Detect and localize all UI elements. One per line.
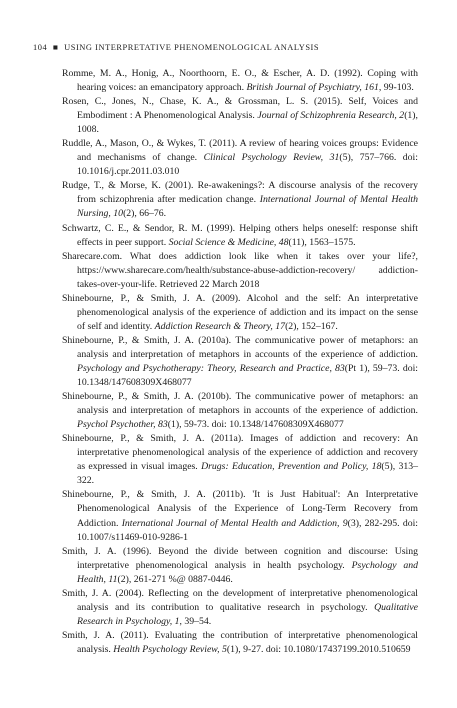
reference-tail: , 39–54. bbox=[179, 615, 212, 627]
reference-tail: (3), 282-295. doi: 10.1007/s11469-010-9286-1 bbox=[77, 517, 418, 543]
reference-text: Smith, J. A. (2004). Reflecting on the development of interpretative phenomenological analysis and its contribution to qualitative research in psychology. bbox=[62, 587, 418, 613]
reference-list bbox=[62, 67, 418, 657]
reference-text: Shinebourne, P., & Smith, J. A. (2011b). 'It is Just Habitual': An Interpretative Phenomenological Analysis of the Experience of Long-Term Recovery from Addiction. bbox=[62, 489, 418, 529]
reference-text: Romme, M. A., Honig, A., Noorthoorn, E. O., & Escher, A. D. (1992). Coping with hearing voices: an emancipatory approach. bbox=[62, 68, 418, 94]
reference-tail: (5), 757–766. doi: 10.1016/j.cpr.2011.03.010 bbox=[77, 152, 418, 178]
reference-entry bbox=[62, 488, 418, 544]
reference-tail: (1), 59-73. doi: 10.1348/147608309X468077 bbox=[167, 419, 344, 431]
reference-source-italic: Psychology and Health, 11 bbox=[77, 559, 418, 585]
reference-text: Shinebourne, P., & Smith, J. A. (2011a). Images of addiction and recovery: An interpretative phenomenological analysis of the experience of addiction and recovery as expressed in visual images. bbox=[62, 433, 418, 473]
reference-text: Rosen, C., Jones, N., Chase, K. A., & Grossman, L. S. (2015). Self, Voices and Embodiment : A Phenomenological Analysis. bbox=[62, 96, 418, 122]
reference-tail: (5), 313–322. bbox=[77, 461, 418, 487]
reference-entry bbox=[62, 390, 418, 432]
reference-entry bbox=[62, 545, 418, 587]
reference-entry bbox=[62, 334, 418, 390]
page-number: 104 bbox=[33, 43, 48, 52]
reference-source-italic: Qualitative Research in Psychology, 1 bbox=[77, 601, 418, 627]
reference-tail: (2), 152–167. bbox=[285, 320, 338, 332]
reference-entry bbox=[62, 179, 418, 221]
reference-text: Shinebourne, P., & Smith, J. A. (2009). Alcohol and the self: An interpretative phenomenological analysis of the experience of addiction and its impact on the sense of self and identity. bbox=[62, 292, 418, 332]
reference-tail: (2), 261-271 %@ 0887-0446. bbox=[117, 573, 233, 585]
reference-source-italic: Psychology and Psychotherapy: Theory, Research and Practice, 83 bbox=[77, 362, 345, 374]
reference-entry bbox=[62, 137, 418, 179]
reference-text: Schwartz, C. E., & Sendor, R. M. (1999). Helping others helps oneself: response shift effects in peer support. bbox=[62, 222, 418, 248]
reference-text: Ruddle, A., Mason, O., & Wykes, T. (2011). A review of hearing voices groups: Evidence and mechanisms of change. bbox=[62, 138, 418, 164]
reference-text: Shinebourne, P., & Smith, J. A. (2010b). The communicative power of metaphors: an analysis and interpretation of metaphors in accounts of the experience of addiction. bbox=[62, 391, 418, 417]
reference-entry bbox=[62, 292, 418, 334]
reference-tail: (Pt 1), 59–73. doi: 10.1348/147608309X468077 bbox=[77, 362, 418, 389]
reference-entry bbox=[62, 432, 418, 488]
reference-entry bbox=[62, 222, 418, 250]
book-title: USING INTERPRETATIVE PHENOMENOLOGICAL ANALYSIS bbox=[64, 43, 320, 52]
reference-source-italic: Health Psychology Review, 5 bbox=[113, 643, 227, 655]
reference-source-italic: International Journal of Mental Health Nursing, 10 bbox=[77, 194, 418, 220]
running-head bbox=[33, 43, 437, 52]
reference-text: Sharecare.com. What does addiction look like when it takes over your life?, https://www.sharecare.com/health/substance-abuse-addiction-recovery/ addiction-takes-over-your-life. Retrieved 22 March 2018 bbox=[62, 250, 418, 290]
reference-entry bbox=[62, 67, 418, 95]
reference-tail: (1), 9-27. doi: 10.1080/17437199.2010.510659 bbox=[226, 643, 411, 655]
reference-tail: (2), 66–76. bbox=[123, 208, 167, 220]
reference-tail: (1), 1008. bbox=[77, 110, 418, 136]
reference-text: Rudge, T., & Morse, K. (2001). Re-awakenings?: A discourse analysis of the recovery from schizophrenia after medication change. bbox=[62, 180, 418, 206]
reference-source-italic: Social Science & Medicine, 48 bbox=[168, 236, 289, 248]
separator-glyph: ■ bbox=[52, 43, 59, 52]
reference-entry bbox=[62, 250, 418, 292]
reference-entry bbox=[62, 95, 418, 137]
reference-text: Smith, J. A. (1996). Beyond the divide between cognition and discourse: Using interpretative phenomenological analysis in health psychology. bbox=[62, 545, 418, 571]
reference-source-italic: Clinical Psychology Review, 31 bbox=[203, 152, 340, 164]
reference-source-italic: Psychol Psychother, 83 bbox=[77, 419, 168, 431]
reference-text: Smith, J. A. (2011). Evaluating the contribution of interpretative phenomenological analysis. bbox=[62, 629, 418, 655]
reference-tail: , 99-103. bbox=[378, 82, 414, 94]
reference-entry bbox=[62, 629, 418, 657]
reference-source-italic: International Journal of Mental Health and Addiction, 9 bbox=[121, 517, 348, 529]
reference-source-italic: Journal of Schizophrenia Research, 2 bbox=[257, 110, 405, 122]
reference-tail: (11), 1563–1575. bbox=[288, 236, 356, 248]
reference-source-italic: British Journal of Psychiatry, 161 bbox=[246, 82, 379, 94]
reference-text: Shinebourne, P., & Smith, J. A. (2010a). The communicative power of metaphors: an analysis and interpretation of metaphors in accounts of the experience of addiction. bbox=[62, 334, 418, 360]
reference-source-italic: Drugs: Education, Prevention and Policy, 18 bbox=[201, 461, 382, 473]
reference-entry bbox=[62, 587, 418, 629]
reference-source-italic: Addiction Research & Theory, 17 bbox=[154, 320, 286, 332]
